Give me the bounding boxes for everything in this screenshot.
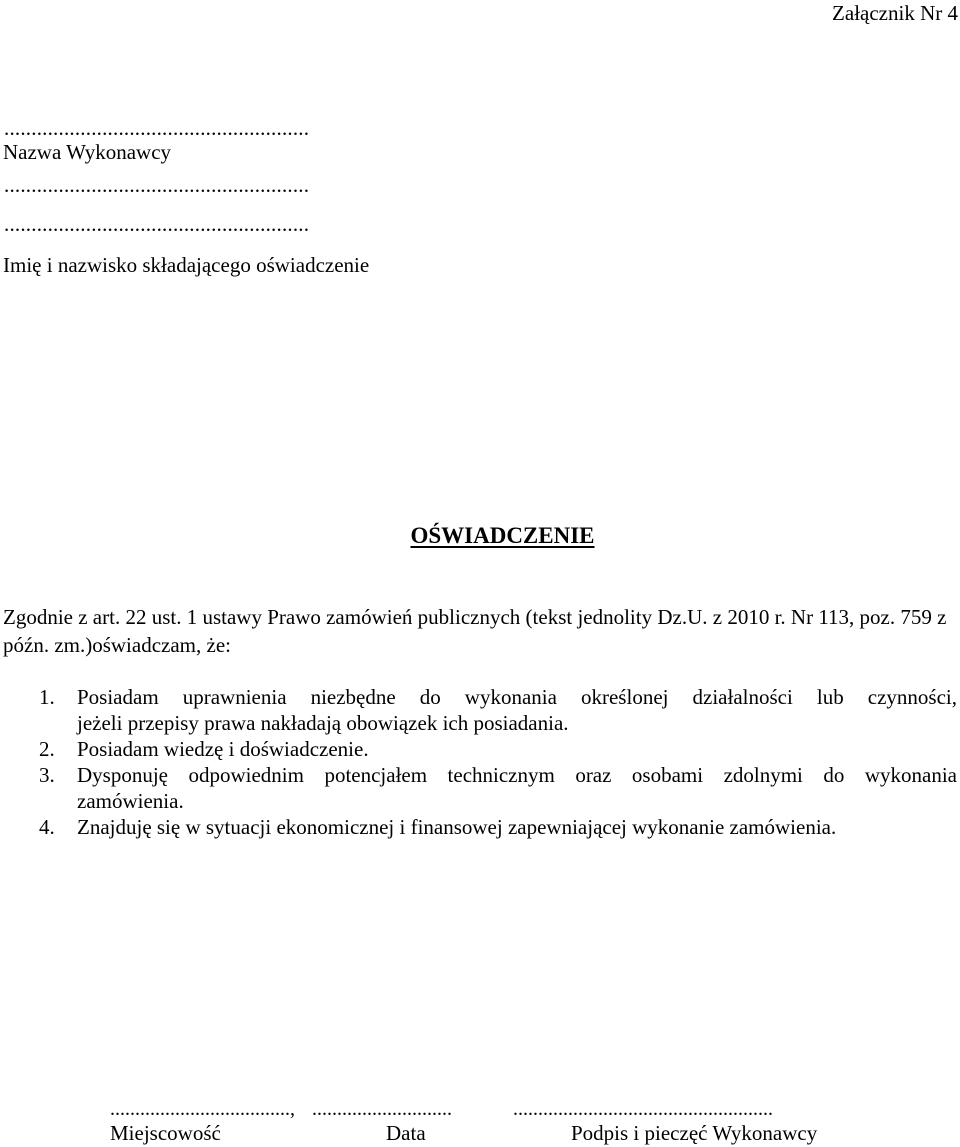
contractor-name-dots-top: ........................................................	[4, 116, 310, 140]
list-item-line: jeżeli przepisy prawa nakładają obowiązek ich posiadania.	[77, 711, 569, 735]
signature-label: Podpis i pieczęć Wykonawcy	[571, 1121, 818, 1145]
date-dots: ............................	[312, 1098, 452, 1120]
list-item	[39, 684, 957, 736]
list-item-number: 2.	[39, 737, 55, 761]
person-name-dots: ........................................................	[4, 212, 310, 236]
list-item-line: Dysponuję odpowiednim potencjałem technicznym oraz osobami zdolnymi do wykonania	[77, 763, 957, 787]
list-item	[39, 814, 957, 840]
list-item	[39, 736, 957, 762]
intro-paragraph: Zgodnie z art. 22 ust. 1 ustawy Prawo zamówień publicznych (tekst jednolity Dz.U. z 2010 r. Nr 113, poz. 759 z późn. zm.)oświadczam, że:	[3, 605, 947, 657]
list-item-line: Znajduję się w sytuacji ekonomicznej i finansowej zapewniającej wykonanie zamówienia.	[77, 815, 837, 839]
contractor-name-dots-bottom: ........................................................	[4, 173, 310, 197]
person-name-label: Imię i nazwisko składającego oświadczenie	[3, 253, 370, 277]
annex-number: Załącznik Nr 4	[832, 1, 958, 25]
list-item-line: Posiadam uprawnienia niezbędne do wykonania określonej działalności lub czynności,	[77, 685, 957, 709]
signature-dots: ....................................................	[513, 1098, 773, 1120]
list-item-number: 4.	[39, 815, 55, 839]
place-label: Miejscowość	[110, 1121, 221, 1145]
list-item-number: 1.	[39, 685, 55, 709]
list-item-line: zamówienia.	[77, 789, 184, 813]
place-dots: ....................................,	[110, 1098, 295, 1120]
list-item	[39, 762, 957, 814]
date-label: Data	[386, 1121, 426, 1145]
declaration-list	[39, 684, 957, 840]
contractor-name-label: Nazwa Wykonawcy	[3, 140, 172, 164]
list-item-line: Posiadam wiedzę i doświadczenie.	[77, 737, 369, 761]
document-title: OŚWIADCZENIE	[410, 523, 595, 548]
list-item-number: 3.	[39, 763, 55, 787]
